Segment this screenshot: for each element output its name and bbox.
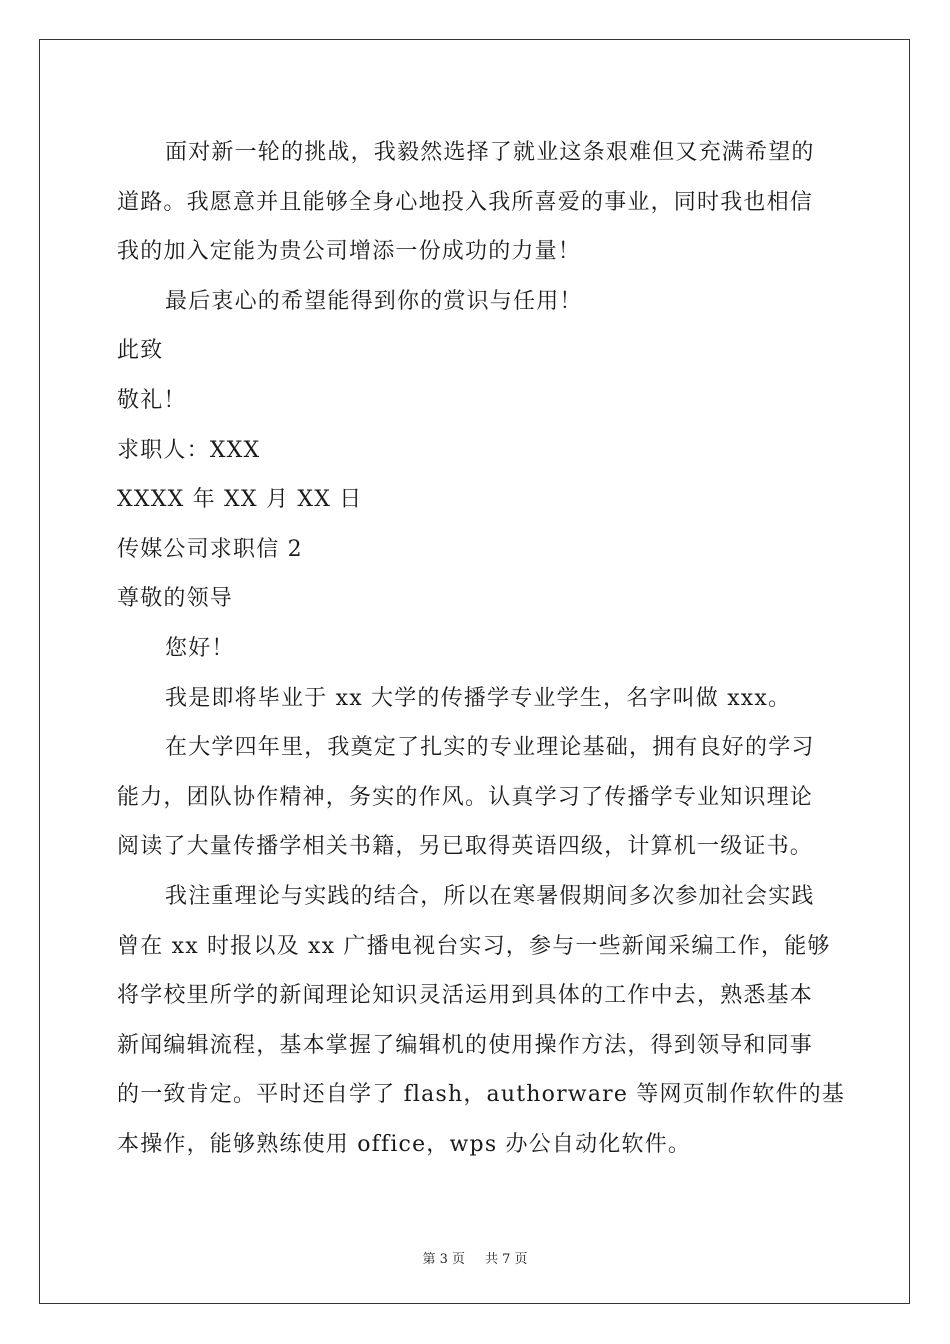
text-line: 您好！ bbox=[165, 635, 235, 661]
paragraph bbox=[117, 326, 837, 376]
paragraph bbox=[117, 723, 837, 872]
text-line: 能力，团队协作精神，务实的作风。认真学习了传播学专业知识理论 bbox=[117, 784, 814, 810]
text-line: 我是即将毕业于 xx 大学的传播学专业学生，名字叫做 xxx。 bbox=[165, 685, 792, 711]
text-line: 的一致肯定。平时还自学了 flash，authorware 等网页制作软件的基 bbox=[117, 1082, 846, 1108]
paragraph bbox=[117, 674, 837, 724]
text-line: 曾在 xx 时报以及 xx 广播电视台实习，参与一些新闻采编工作，能够 bbox=[117, 933, 831, 959]
paragraph bbox=[117, 128, 837, 277]
text-line: 在大学四年里，我奠定了扎实的专业理论基础，拥有良好的学习 bbox=[165, 735, 815, 761]
page-number: 第 3 页 bbox=[422, 1252, 465, 1267]
text-line: 此致 bbox=[117, 338, 164, 364]
text-line: 阅读了大量传播学相关书籍，另已取得英语四级，计算机一级证书。 bbox=[117, 834, 814, 860]
paragraph bbox=[117, 277, 837, 327]
page-total: 共 7 页 bbox=[485, 1252, 528, 1267]
paragraph bbox=[117, 376, 837, 426]
paragraph bbox=[117, 426, 837, 476]
text-line: XXXX 年 XX 月 XX 日 bbox=[117, 487, 363, 513]
paragraph bbox=[117, 574, 837, 624]
text-line: 面对新一轮的挑战，我毅然选择了就业这条艰难但又充满希望的 bbox=[165, 140, 815, 165]
paragraph bbox=[117, 872, 846, 1170]
text-line: 传媒公司求职信 2 bbox=[117, 536, 303, 562]
text-line: 新闻编辑流程，基本掌握了编辑机的使用操作方法，得到领导和同事 bbox=[117, 1032, 814, 1058]
text-line: 最后衷心的希望能得到你的赏识与任用！ bbox=[165, 288, 583, 314]
text-line: 将学校里所学的新闻理论知识灵活运用到具体的工作中去，熟悉基本 bbox=[117, 983, 814, 1009]
text-line: 我的加入定能为贵公司增添一份成功的力量！ bbox=[117, 239, 582, 265]
letter-body bbox=[117, 128, 846, 1169]
page-footer bbox=[0, 1248, 950, 1267]
text-line: 本操作，能够熟练使用 office，wps 办公自动化软件。 bbox=[117, 1131, 692, 1157]
text-line: 道路。我愿意并且能够全身心地投入我所喜爱的事业，同时我也相信 bbox=[117, 189, 814, 215]
text-line: 我注重理论与实践的结合，所以在寒暑假期间多次参加社会实践 bbox=[165, 883, 815, 909]
text-line: 求职人：XXX bbox=[117, 437, 261, 463]
text-line: 敬礼！ bbox=[117, 387, 187, 413]
paragraph bbox=[117, 525, 837, 575]
text-line: 尊敬的领导 bbox=[117, 586, 234, 612]
paragraph bbox=[117, 475, 837, 525]
paragraph bbox=[117, 624, 837, 674]
